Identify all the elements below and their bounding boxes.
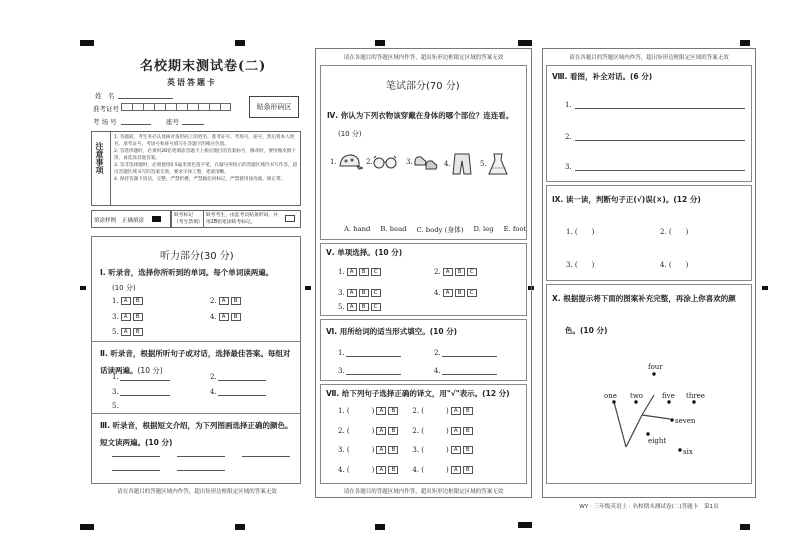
dot-label: three <box>686 392 705 400</box>
option-a[interactable]: A <box>443 289 453 297</box>
option-b[interactable]: B <box>463 427 473 435</box>
q7-num: 3. ( <box>412 446 425 454</box>
q1-num: 3. <box>112 313 119 321</box>
notice-item: 3. 答非选择题时，必须使用0.5毫米黑色签字笔，在题号所指示的答题区域内书写作答。超出答题区域书写的答案无效。要求字体工整，笔迹清晰。 <box>114 163 298 175</box>
q5-row-4 <box>434 289 477 297</box>
q7-paren: ) <box>446 446 449 454</box>
dot <box>692 400 695 403</box>
q1-row-2 <box>210 297 241 305</box>
option-b[interactable]: B <box>388 466 398 474</box>
q4-title: Ⅳ. 你认为下列衣物该穿戴在身体的哪个部位？连连看。 <box>327 111 514 120</box>
option-a[interactable]: A <box>121 313 131 321</box>
q2-num: 3. <box>112 388 119 396</box>
room-label: 考 场 号 <box>93 118 117 126</box>
q9-item-4[interactable]: 4. ( ) <box>660 261 689 269</box>
absent-note: 缺考考生，由监考员贴条形码，并用2B铅笔涂缺考标记。 <box>206 213 278 225</box>
fill-example-label: 填涂样例 <box>94 218 117 224</box>
q3-answer[interactable] <box>112 470 160 471</box>
q7-paren: ) <box>371 466 375 474</box>
barcode-label: 贴条形码区 <box>256 103 292 111</box>
q2-answer-1[interactable] <box>120 380 170 381</box>
cap-icon <box>337 152 363 172</box>
q3-answer[interactable] <box>112 456 160 457</box>
q3-answer[interactable] <box>177 470 225 471</box>
q5-num: 4. <box>434 289 441 297</box>
option-a[interactable]: A <box>443 268 453 276</box>
option-a[interactable]: A <box>451 427 461 435</box>
q6-row-4 <box>434 367 441 375</box>
q7-num: 2. ( <box>412 427 425 435</box>
q2-answer-3[interactable] <box>120 395 170 396</box>
name-field[interactable] <box>118 98 173 99</box>
q4-item-3 <box>406 152 439 172</box>
q4-option: C. body (身体) <box>416 226 464 234</box>
q6-row-1 <box>338 349 345 357</box>
q1-num: 2. <box>210 297 217 305</box>
notice-item: 1. 答题前，考生务必认真核对条形码上的姓名、准考证号、考场号、座号，然后将本人姓名、准考证号、考场号和座号填写在答题卡的相应位置。 <box>114 135 295 147</box>
q10-title-2: 色。(10 分) <box>565 326 608 335</box>
notice-item: 4. 保持答题卡清洁，完整，严禁折叠，严禁做任何标记，严禁使用涂改液、修正带。 <box>114 177 286 182</box>
option-b[interactable]: B <box>359 303 369 311</box>
option-a[interactable]: A <box>376 466 386 474</box>
connect-line <box>626 415 642 447</box>
q5-num: 3. <box>338 289 345 297</box>
option-a[interactable]: A <box>347 289 357 297</box>
q8-title: Ⅷ. 看图，补全对话。(6 分) <box>552 72 653 81</box>
margin-note: 请在各题目的答题区域内作答，超出矩形边框限定区域的答案无效 <box>343 55 504 61</box>
q2-row-5 <box>112 402 119 410</box>
q7-paren: ) <box>446 407 449 415</box>
seat-field[interactable] <box>182 124 204 125</box>
option-b[interactable]: B <box>463 407 473 415</box>
margin-note: 请在各题目的答题区域内作答，超出矩形边框限定区域的答案无效 <box>569 55 729 61</box>
option-b[interactable]: B <box>463 446 473 454</box>
q8-num: 1. <box>565 101 572 109</box>
q9-title: Ⅸ. 读一读，判断句子正(√)误(×)。(12 分) <box>552 195 701 204</box>
written-title: 笔试部分(70 分) <box>386 81 460 92</box>
q7-num: 1. ( <box>338 407 350 415</box>
connect-line <box>642 415 670 419</box>
q4-option: A. hand <box>344 225 371 233</box>
margin-note: 请在各题目的答题区域内作答，超出矩形边框限定区域的答案无效 <box>117 489 277 495</box>
shoes-icon <box>413 152 439 172</box>
absent-checkbox[interactable] <box>285 215 295 222</box>
option-c[interactable]: C <box>467 289 477 297</box>
notice-divider <box>110 131 111 206</box>
q2-row-4 <box>210 388 217 396</box>
q2-row-1 <box>112 373 119 381</box>
q4-item-4 <box>444 152 473 176</box>
q4-option: B. head <box>380 225 407 233</box>
option-b[interactable]: B <box>455 289 465 297</box>
q8-num: 2. <box>565 133 572 141</box>
exam-no-boxes[interactable] <box>121 103 231 111</box>
option-b[interactable]: B <box>231 313 241 321</box>
q4-item-5 <box>480 152 509 176</box>
option-c[interactable]: C <box>371 303 381 311</box>
option-b[interactable]: B <box>133 297 143 305</box>
q2-title-text: Ⅱ. 听录音，根据所听句子或对话，选择最佳答案。每组对话读两遍。 <box>100 349 291 375</box>
q2-num: 4. <box>210 388 217 396</box>
q5-row-1 <box>338 268 381 276</box>
q4-options <box>344 224 526 234</box>
q2-answer-2[interactable] <box>218 380 266 381</box>
q6-num: 3. <box>338 367 345 375</box>
q5-row-5 <box>338 303 381 311</box>
option-a[interactable]: A <box>376 407 386 415</box>
room-field[interactable] <box>121 124 151 125</box>
page-footer: WY · 三年级英语上 · 名校期末测试卷(二)答题卡 第1页 <box>579 504 719 510</box>
q2-answer-4[interactable] <box>218 395 266 396</box>
q6-num: 2. <box>434 349 441 357</box>
option-b[interactable]: B <box>231 297 241 305</box>
q6-num: 4. <box>434 367 441 375</box>
option-a[interactable]: A <box>451 446 461 454</box>
q7-row-4 <box>338 466 473 474</box>
q4-num: 1. <box>330 158 337 166</box>
name-label: 姓 名 <box>95 92 115 100</box>
option-a[interactable]: A <box>451 407 461 415</box>
option-a[interactable]: A <box>347 268 357 276</box>
option-b[interactable]: B <box>359 289 369 297</box>
q8-row-1 <box>565 101 572 109</box>
margin-note: 请在各题目的答题区域内作答，超出矩形边框限定区域的答案无效 <box>343 489 504 495</box>
q6-row-2 <box>434 349 441 357</box>
q7-paren: ) <box>446 427 449 435</box>
card-subtitle: 英语答题卡 <box>167 77 217 87</box>
dot-label: one <box>604 392 617 400</box>
q8-answer-2[interactable] <box>575 140 745 141</box>
option-b[interactable]: B <box>388 446 398 454</box>
q1-num: 5. <box>112 328 119 336</box>
option-a[interactable]: A <box>219 297 229 305</box>
option-a[interactable]: A <box>121 297 131 305</box>
q7-num: 2. ( <box>412 407 425 415</box>
trousers-icon <box>451 152 473 176</box>
q2-row-2 <box>210 373 217 381</box>
divider <box>91 341 301 342</box>
q4-option: D. leg <box>473 225 494 233</box>
option-a[interactable]: A <box>347 303 357 311</box>
dot <box>667 400 670 403</box>
q1-score: (10 分) <box>112 284 136 292</box>
option-b[interactable]: B <box>463 466 473 474</box>
q6-answer-3[interactable] <box>346 374 401 375</box>
card-title: 名校期末测试卷(二) <box>140 59 267 74</box>
option-b[interactable]: B <box>455 268 465 276</box>
q7-num: 3. ( <box>338 446 350 454</box>
dot <box>634 400 637 403</box>
q2-score: (10 分) <box>137 366 163 375</box>
seat-label: 座号 <box>166 118 179 126</box>
q7-row-2 <box>338 427 473 435</box>
option-a[interactable]: A <box>376 427 386 435</box>
q2-num: 2. <box>210 373 217 381</box>
dot-label: eight <box>648 437 667 445</box>
option-a[interactable]: A <box>219 313 229 321</box>
q10-title: Ⅹ. 根据提示将下面的图案补充完整，再涂上你喜欢的颜 <box>552 294 736 303</box>
dot <box>670 418 673 421</box>
dot-to-dot-figure[interactable] <box>590 355 730 465</box>
q8-row-3 <box>565 163 572 171</box>
option-a[interactable]: A <box>121 328 131 336</box>
dot-label: four <box>648 363 663 371</box>
connect-line <box>642 395 654 415</box>
dot <box>612 400 615 403</box>
q9-item-3[interactable]: 3. ( ) <box>566 261 595 269</box>
dot <box>678 448 681 451</box>
glasses-icon <box>373 152 397 172</box>
notice-item: 2. 答选择题时，必须用2B铅笔填涂答题卡上相应题目的答案标号，修改时，要用橡皮擦干净，再选涂其他答案。 <box>114 149 296 161</box>
option-c[interactable]: C <box>371 289 381 297</box>
q1-row-4 <box>210 313 241 321</box>
q5-row-3 <box>338 289 381 297</box>
q1-title: Ⅰ. 听录音，选择你所听到的单词。每个单词读两遍。 <box>100 268 274 277</box>
q7-row-3 <box>338 446 473 454</box>
option-a[interactable]: A <box>451 466 461 474</box>
option-b[interactable]: B <box>133 328 143 336</box>
q4-num: 2. <box>366 158 373 166</box>
q9-item-2[interactable]: 2. ( ) <box>660 228 689 236</box>
absent-divider <box>203 210 204 228</box>
q4-num: 5. <box>480 160 487 168</box>
q3-title: Ⅲ. 听录音，根据短文介绍，为下列图画选择正确的颜色。短文读两遍。(10 分) <box>100 421 293 447</box>
notice-heading: 注意事项 <box>95 142 104 174</box>
dot-label: seven <box>675 417 696 425</box>
q4-num: 3. <box>406 158 413 166</box>
q6-answer-1[interactable] <box>346 356 401 357</box>
q3-answer[interactable] <box>177 456 225 457</box>
q4-option: E. foot <box>503 225 527 233</box>
q4-num: 4. <box>444 160 451 168</box>
option-a[interactable]: A <box>376 446 386 454</box>
q6-num: 1. <box>338 349 345 357</box>
q7-num: 4. ( <box>412 466 425 474</box>
q5-num: 1. <box>338 268 345 276</box>
q7-paren: ) <box>371 427 375 435</box>
q8-answer-3[interactable] <box>575 170 745 171</box>
q4-item-1 <box>330 152 363 172</box>
divider <box>91 413 301 414</box>
q2-num: 1. <box>112 373 119 381</box>
q7-paren: ) <box>371 446 375 454</box>
q6-title: Ⅵ. 用所给词的适当形式填空。(10 分) <box>326 327 458 336</box>
q1-row-5 <box>112 328 143 336</box>
exam-no-label: 准考证号 <box>93 105 119 113</box>
dot-label: five <box>662 392 675 400</box>
q7-paren: ) <box>371 407 375 415</box>
q1-num: 4. <box>210 313 217 321</box>
q8-answer-1[interactable] <box>575 108 745 109</box>
q5-title: Ⅴ. 单项选择。(10 分) <box>326 248 403 257</box>
q6-row-3 <box>338 367 345 375</box>
option-c[interactable]: C <box>467 268 477 276</box>
option-c[interactable]: C <box>371 268 381 276</box>
absent-label: 缺考标记（考生禁填） <box>174 213 203 225</box>
connect-line <box>614 402 626 447</box>
q7-row-1 <box>338 407 473 415</box>
q9-item-1[interactable]: 1. ( ) <box>566 228 595 236</box>
dot-label: six <box>683 448 693 456</box>
q8-row-2 <box>565 133 572 141</box>
dot-label: two <box>630 392 644 400</box>
q6-answer-4[interactable] <box>442 374 497 375</box>
correct-fill-label: 正确填涂 <box>122 218 145 224</box>
q1-row-3 <box>112 313 143 321</box>
option-b[interactable]: B <box>388 407 398 415</box>
notice-list <box>114 134 298 183</box>
dot <box>652 372 655 375</box>
q6-answer-2[interactable] <box>442 356 497 357</box>
dot <box>646 432 649 435</box>
q8-section <box>546 65 752 182</box>
dress-icon <box>487 152 509 176</box>
q7-num: 4. ( <box>338 466 350 474</box>
barcode-area <box>249 96 299 118</box>
q4-score: (10 分) <box>338 130 362 138</box>
q3-answer[interactable] <box>242 456 290 457</box>
q5-num: 2. <box>434 268 441 276</box>
q5-row-2 <box>434 268 477 276</box>
option-b[interactable]: B <box>359 268 369 276</box>
q7-title: Ⅶ. 给下列句子选择正确的译文，用"√"表示。(12 分) <box>326 389 510 398</box>
q2-title <box>100 345 296 379</box>
q4-item-2 <box>366 152 397 172</box>
option-b[interactable]: B <box>388 427 398 435</box>
filled-mark <box>152 216 161 222</box>
q1-row-1 <box>112 297 143 305</box>
option-b[interactable]: B <box>133 313 143 321</box>
q8-num: 3. <box>565 163 572 171</box>
q7-paren: ) <box>446 466 449 474</box>
q7-num: 2. ( <box>338 427 350 435</box>
q5-num: 5. <box>338 303 345 311</box>
q2-row-3 <box>112 388 119 396</box>
q1-num: 1. <box>112 297 119 305</box>
listening-title: 听力部分(30 分) <box>160 251 234 262</box>
q2-num: 5. <box>112 402 119 410</box>
